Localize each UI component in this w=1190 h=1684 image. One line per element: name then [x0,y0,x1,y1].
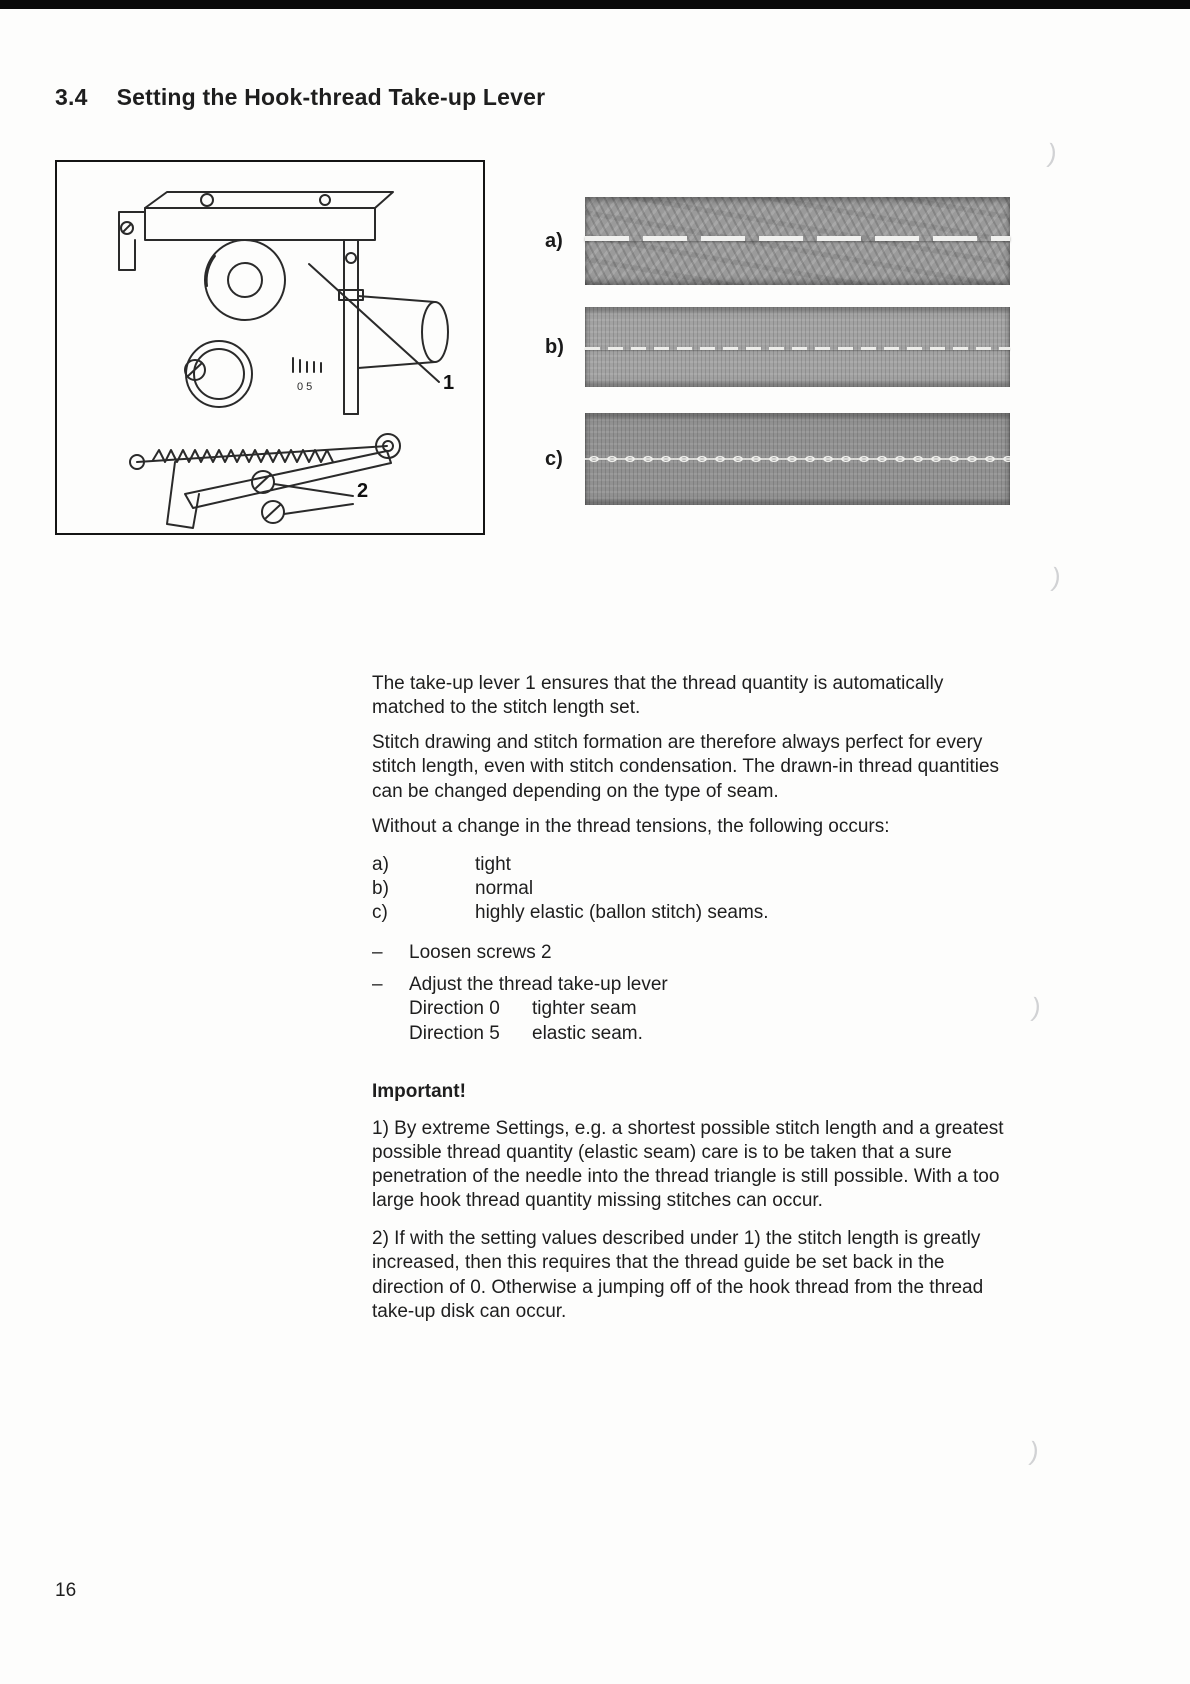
list-item-label: a) [372,853,389,875]
figure-callout-1: 1 [443,372,455,394]
adjustment-steps [372,941,1017,1046]
figure-box [55,160,485,535]
scan-artifact: ) [1028,1435,1041,1467]
important-paragraph-1: 1) By extreme Settings, e.g. a shortest possible stitch length and a greatest possible thread quantity (elastic seam) care is to be taken that a sure penetration of the needle into the thread triangle is still possible. With a too large hook thread quantity missing stitches can occur. [372,1117,1004,1212]
scan-artifact: ) [1046,137,1059,169]
machine-drawing [57,162,483,533]
scale-label: 0 5 [297,381,313,393]
step-dash: – [372,974,383,996]
important-paragraph-2: 2) If with the setting values described under 1) the stitch length is greatly increased, then this requires that the thread guide be set back in the direction of 0. Otherwise a jumping off of the hook thread from the thread take-up disk can occur. [372,1228,984,1322]
step-item [372,973,1017,1045]
section-heading [55,84,545,111]
page-title: Setting the Hook-thread Take-up Lever [116,84,546,110]
list-item-text: tight [475,853,511,875]
stitch-line-a [585,236,1010,241]
step-dash: – [372,942,383,964]
seam-photo-c [585,413,1010,505]
section-number: 3.4 [55,84,88,110]
step-text-main: Adjust the thread take-up lever [409,974,668,996]
seam-row-b [545,307,1010,387]
direction-text: tighter seam [532,998,637,1020]
seam-photo-b [585,307,1010,387]
paragraph-1: The take-up lever 1 ensures that the thread quantity is automatically matched to the stitch length set. [372,673,944,719]
scan-artifact: ) [1030,991,1043,1023]
seam-photo-a [585,197,1010,285]
important-heading: Important! [372,1080,466,1102]
list-item [372,853,1017,877]
seam-label-b: b) [545,335,564,358]
paragraph-3: Without a change in the thread tensions, the following occurs: [372,815,890,837]
step-item [372,941,1017,965]
seam-label-c: c) [545,447,563,470]
list-item-text: normal [475,877,534,899]
seam-type-list [372,853,1017,925]
scan-artifact: ) [1050,561,1063,593]
seam-label-a: a) [545,229,563,252]
figure-callout-2: 2 [357,480,369,502]
scan-edge-bar [0,0,1190,9]
list-item-label: b) [372,877,389,899]
stitch-line-b [585,347,1010,350]
list-item-label: c) [372,902,388,923]
direction-row [409,997,1017,1021]
paragraph-2: Stitch drawing and stitch formation are therefore always perfect for every stitch length, even with stitch condensation. The drawn-in thread quantities can be changed depending on the type of seam. [372,732,1000,802]
direction-label: Direction 0 [409,998,500,1020]
step-text [409,973,1017,1045]
page-number: 16 [55,1580,77,1601]
seam-row-a [545,197,1010,285]
list-item [372,901,1017,925]
seam-row-c [545,413,1010,505]
direction-text: elastic seam. [532,1022,643,1044]
direction-row [409,1022,1017,1046]
stitch-line-c [585,452,1010,466]
list-item-text: highly elastic (ballon stitch) seams. [475,902,769,923]
step-text: Loosen screws 2 [409,942,552,964]
list-item [372,877,1017,901]
body-text-column [372,672,1017,1335]
direction-label: Direction 5 [409,1022,500,1044]
seam-photo-column [545,197,1010,505]
